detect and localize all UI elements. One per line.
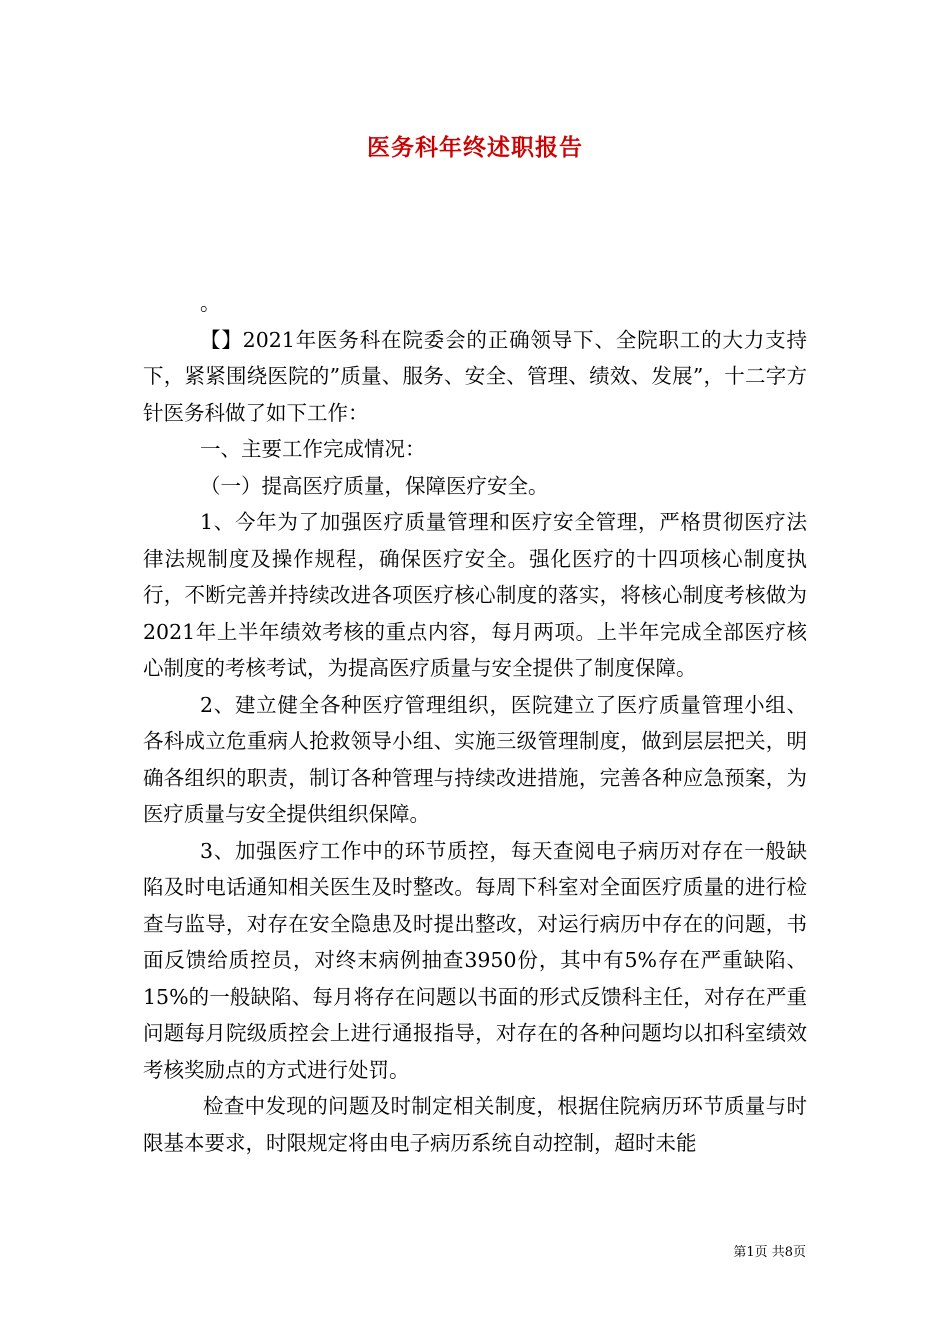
section-heading-1: 一、主要工作完成情况： [200,437,426,461]
paragraph-mark: 。 [200,291,221,315]
paragraph-item-2: 2、建立健全各种医疗管理组织，医院建立了医疗质量管理小组、各科成立危重病人抢救领导小组、实施三级管理制度，做到层层把关，明确各组织的职责，制订各种管理与持续改进措施，完善各种应急预案，为医疗质量与安全提供组织保障。 [143,692,807,826]
paragraph-item-3: 3、加强医疗工作中的环节质控，每天查阅电子病历对存在一般缺陷及时电话通知相关医生及时整改。每周下科室对全面医疗质量的进行检查与监导，对存在安全隐患及时提出整改，对运行病历中存在的问题，书面反馈给质控员，对终末病例抽查3950份，其中有5%存在严重缺陷、15%的一般缺陷、每月将存在问题以书面的形式反馈科主任，对存在严重问题每月院级质控会上进行通报指导，对存在的各种问题均以扣科室绩效考核奖励点的方式进行处罚。 [143,838,807,1082]
document-title: 医务科年终述职报告 [367,134,583,161]
page-number: 第1页 共8页 [733,1245,806,1260]
paragraph-intro: 【】2021年医务科在院委会的正确领导下、全院职工的大力支持下，紧紧围绕医院的”质量、服务、安全、管理、绩效、发展”，十二字方针医务科做了如下工作： [143,327,807,425]
paragraph-item-1: 1、今年为了加强医疗质量管理和医疗安全管理，严格贯彻医疗法律法规制度及操作规程，确保医疗安全。强化医疗的十四项核心制度执行，不断完善并持续改进各项医疗核心制度的落实，将核心制度考核做为2021年上半年绩效考核的重点内容，每月两项。上半年完成全部医疗核心制度的考核考试，为提高医疗质量与安全提供了制度保障。 [143,510,807,680]
subsection-heading-1: （一）提高医疗质量，保障医疗安全。 [200,473,549,498]
document-body [143,285,807,1161]
paragraph-inspection: 检查中发现的问题及时制定相关制度，根据住院病历环节质量与时限基本要求，时限规定将由电子病历系统自动控制，超时未能 [143,1094,807,1155]
